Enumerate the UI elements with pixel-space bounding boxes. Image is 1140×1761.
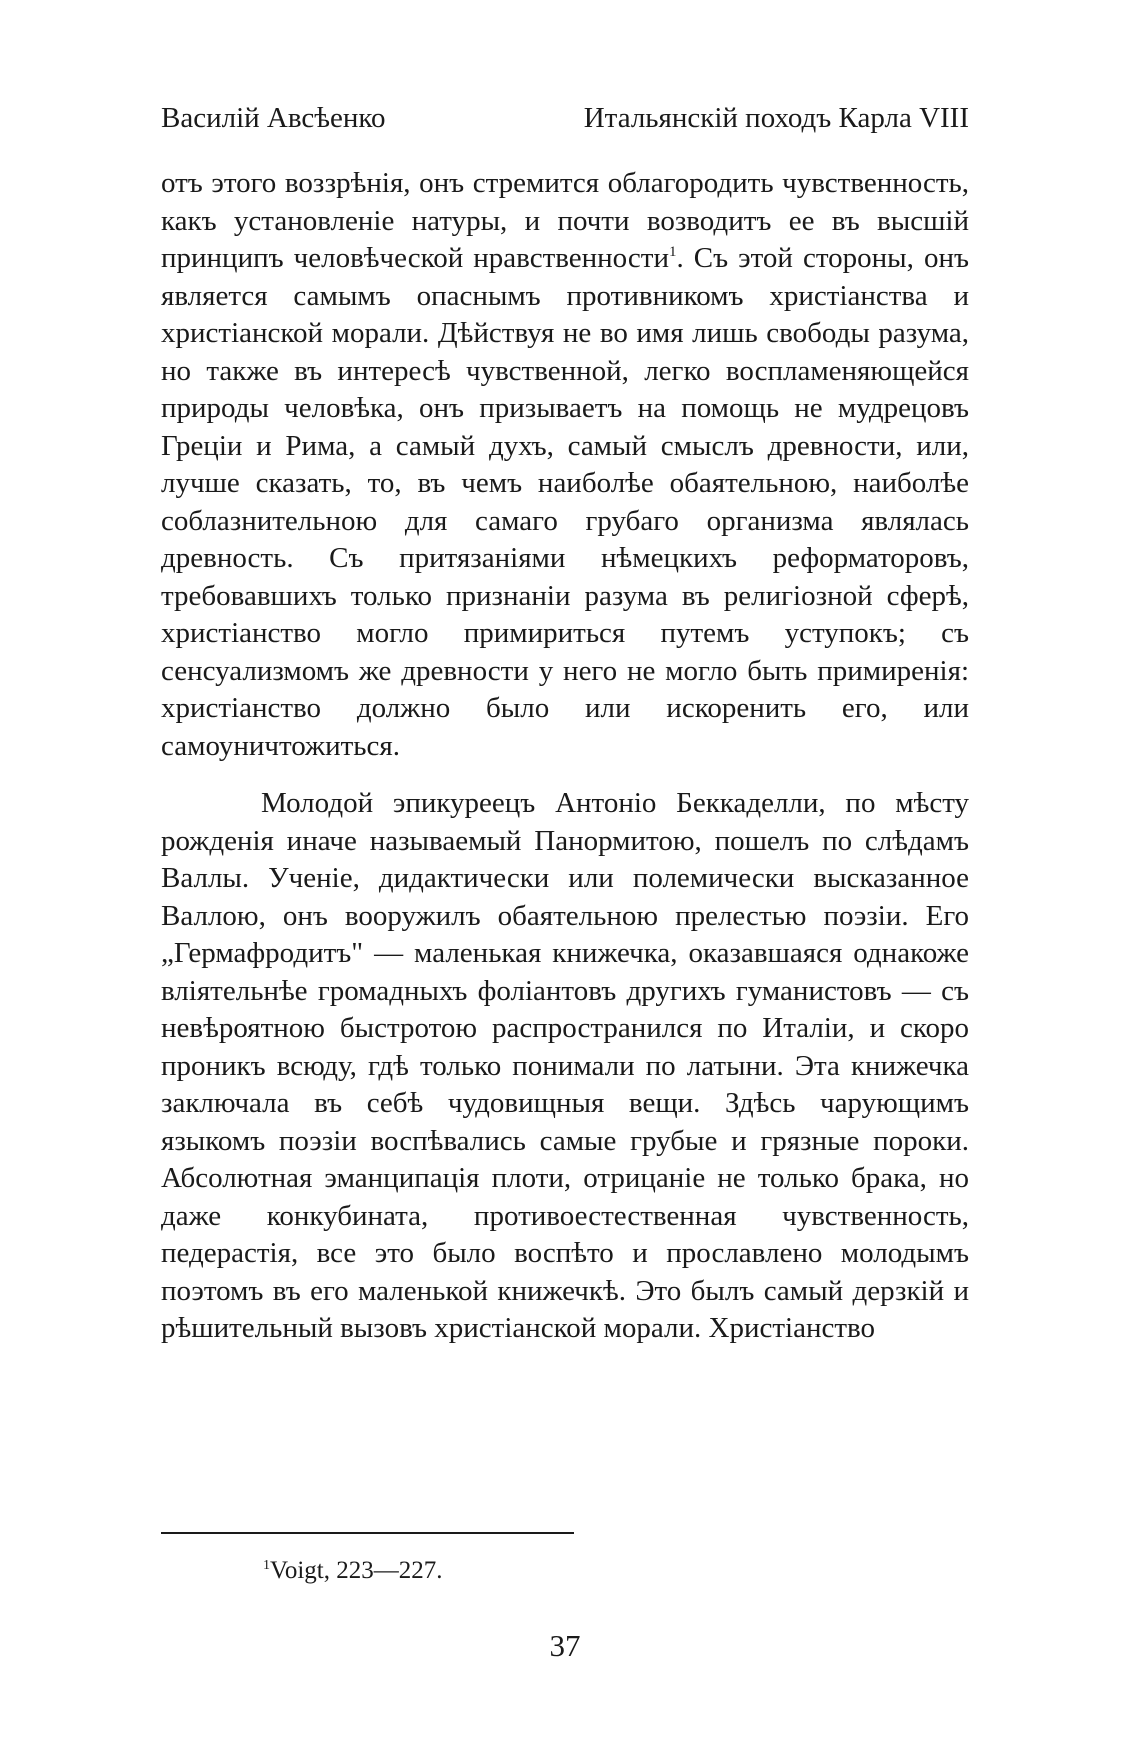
header-book-title: Итальянскій походъ Карла VIII	[583, 102, 969, 134]
paragraph-2-text: Молодой эпикуреецъ Антоніо Беккаделли, по мѣсту рожденія иначе называемый Панормитою, пошелъ по слѣдамъ Валлы. Ученіе, дидактически или полемически высказанное Валлою, онъ вооружилъ обаятельною прелестью поэзіи. Его „Гермафродитъ" — маленькая книжечка, оказавшаяся однакоже вліятельнѣе громадныхъ фоліантовъ другихъ гуманистовъ — съ невѣроятною быстротою распространился по Италіи, и скоро проникъ всюду, гдѣ только понимали по латыни. Эта книжечка заключала въ себѣ чудовищныя вещи. Здѣсь чарующимъ языкомъ поэзіи воспѣвались самые грубые и грязные пороки. Абсолютная эманципація плоти, отрицаніе не только брака, но даже конкубината, противоестественная чувственность, педерастія, все это было воспѣто и прославлено молодымъ поэтомъ въ его маленькой книжечкѣ. Это былъ самый дерзкій и рѣшительный вызовъ христіанской морали. Христіанство	[161, 787, 969, 1344]
paragraph-1-text-a: отъ этого воззрѣнія, онъ стремится облагородить чувственность, какъ установленіе натуры, и почти возводитъ ее въ высшій принципъ человѣческой нравственности	[161, 167, 969, 274]
main-text	[161, 165, 969, 1348]
paragraph-1	[161, 165, 969, 765]
footnote-mark: 1	[263, 1558, 270, 1573]
paragraph-2	[161, 785, 969, 1348]
footnote	[263, 1555, 442, 1587]
footnote-reference[interactable]: 1	[668, 244, 677, 260]
header-author: Василій Авсѣенко	[161, 102, 386, 134]
footnote-text: Voigt, 223—227.	[270, 1557, 443, 1584]
paragraph-1-text-b: . Съ этой стороны, онъ является самымъ опаснымъ противникомъ христіанства и христіанской морали. Дѣйствуя не во имя лишь свободы разума, но также въ интересѣ чувственной, легко воспламеняющейся природы человѣка, онъ призываетъ на помощь не мудрецовъ Греціи и Рима, а самый духъ, самый смыслъ древности, или, лучше сказать, то, въ чемъ наиболѣе обаятельною, наиболѣе соблазнительною для самаго грубаго организма являлась древность. Съ притязаніями нѣмецкихъ реформаторовъ, требовавшихъ только признаніи разума въ религіозной сферѣ, христіанство могло примириться путемъ уступокъ; съ сенсуализмомъ же древности у него не могло быть примиренія: христіанство должно было или искоренить его, или самоуничтожиться.	[161, 242, 969, 762]
page-number: 37	[549, 1628, 581, 1663]
footnote-divider	[161, 1532, 574, 1534]
running-header	[161, 100, 969, 136]
